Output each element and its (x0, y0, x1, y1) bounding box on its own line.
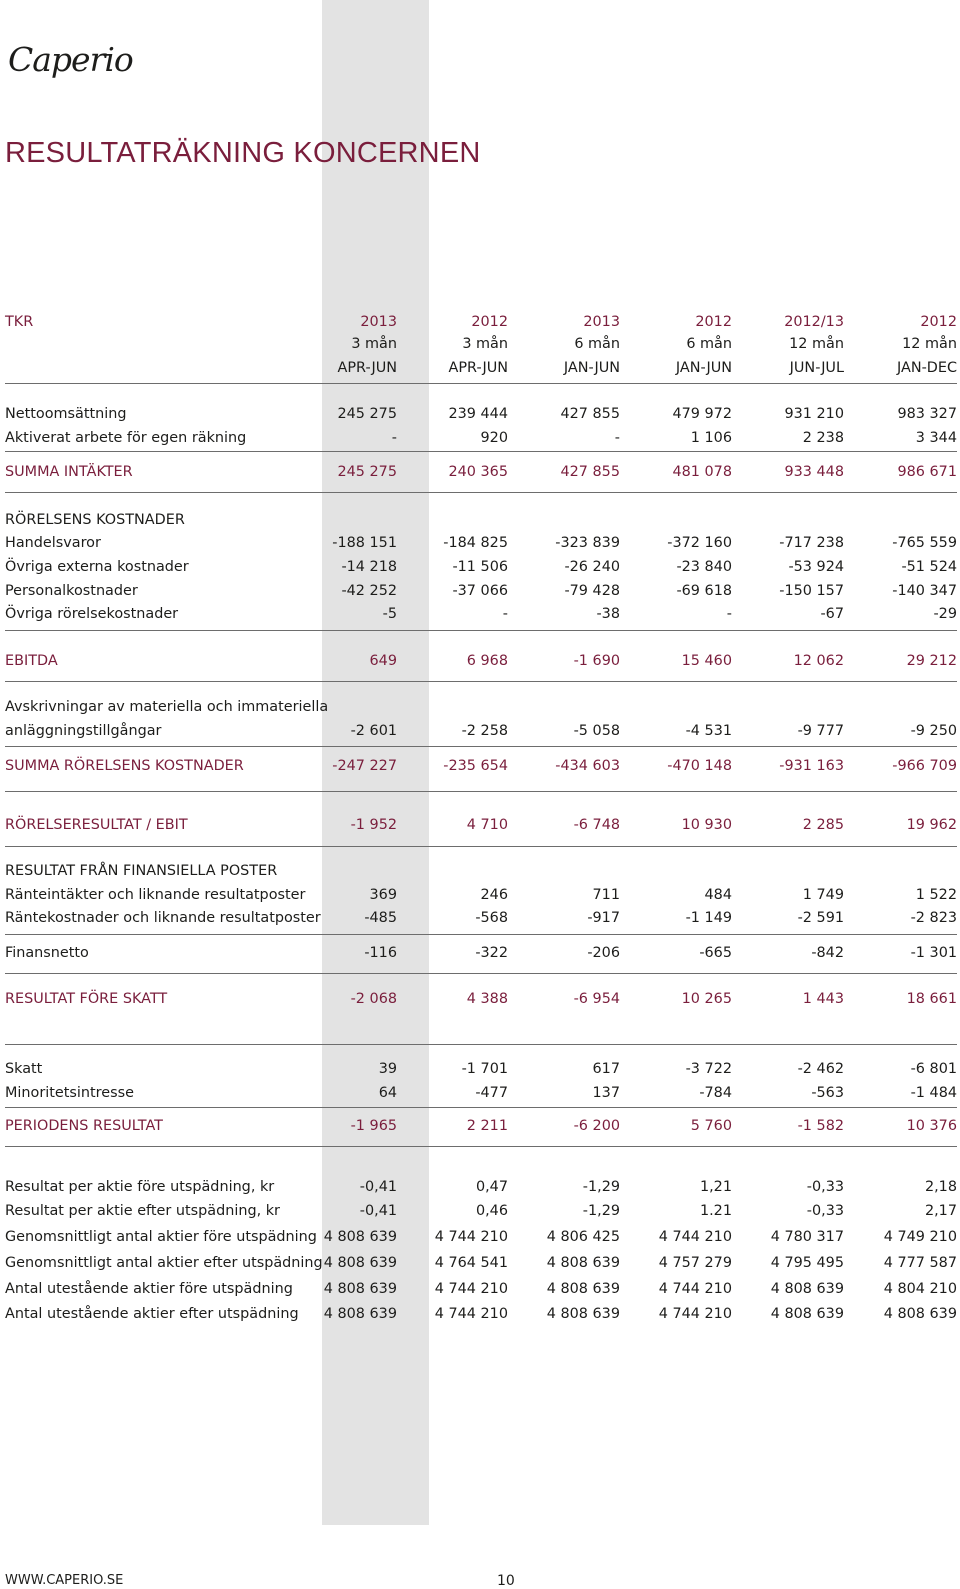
table-row (0, 696, 960, 718)
header-period: JAN-JUN (563, 360, 620, 376)
footer-website-link[interactable]: WWW.CAPERIO.SE (5, 1573, 124, 1588)
cell-value: -568 (475, 910, 508, 926)
divider (5, 1044, 957, 1045)
cell-value: -42 252 (341, 583, 397, 599)
divider (5, 630, 957, 631)
cell-value: -1,29 (582, 1179, 620, 1195)
cell-value: -6 801 (910, 1061, 957, 1077)
table-row (0, 1252, 960, 1274)
cell-value: -2 258 (461, 723, 508, 739)
cell-value: 4 808 639 (546, 1306, 620, 1322)
header-period: JAN-JUN (675, 360, 732, 376)
cell-value: -5 058 (573, 723, 620, 739)
cell-value: 484 (704, 887, 732, 903)
summary-row (0, 650, 960, 672)
cell-value: 4 744 210 (434, 1229, 508, 1245)
cell-value: -0,41 (359, 1203, 397, 1219)
cell-value: -14 218 (341, 559, 397, 575)
cell-value: -322 (475, 945, 508, 961)
row-label: Ränteintäkter och liknande resultatposter (5, 887, 306, 903)
row-label: Personalkostnader (5, 583, 138, 599)
cell-value: 4 757 279 (658, 1255, 732, 1271)
cell-value: 4 744 210 (658, 1281, 732, 1297)
cell-value: - (726, 606, 732, 622)
cell-value: - (502, 606, 508, 622)
cell-value: -3 722 (685, 1061, 732, 1077)
cell-value: 245 275 (337, 406, 397, 422)
summary-row (0, 814, 960, 836)
cell-value: - (614, 430, 620, 446)
cell-value: 4 777 587 (883, 1255, 957, 1271)
header-year: 2012/13 (784, 314, 844, 330)
header-year: 2012 (471, 314, 508, 330)
table-row (0, 580, 960, 602)
cell-value: -235 654 (443, 758, 508, 774)
cell-value: -1 701 (461, 1061, 508, 1077)
cell-value: -2 601 (350, 723, 397, 739)
row-label: Finansnetto (5, 945, 89, 961)
cell-value: -26 240 (564, 559, 620, 575)
divider (5, 492, 957, 493)
cell-value: 18 661 (906, 991, 957, 1007)
row-label: Avskrivningar av materiella och immateriella (5, 699, 329, 715)
cell-value: 0,46 (475, 1203, 508, 1219)
cell-value: -0,33 (806, 1203, 844, 1219)
cell-value: 4 808 639 (770, 1306, 844, 1322)
cell-value: 4 804 210 (883, 1281, 957, 1297)
header-period: APR-JUN (448, 360, 508, 376)
cell-value: 4 710 (466, 817, 508, 833)
cell-value: - (391, 430, 397, 446)
cell-value: 920 (480, 430, 508, 446)
company-logo: Caperio (8, 40, 133, 79)
cell-value: -140 347 (892, 583, 957, 599)
cell-value: -784 (699, 1085, 732, 1101)
cell-value: -665 (699, 945, 732, 961)
cell-value: 4 744 210 (434, 1306, 508, 1322)
cell-value: 4 808 639 (323, 1306, 397, 1322)
cell-value: 12 062 (793, 653, 844, 669)
cell-value: 19 962 (906, 817, 957, 833)
cell-value: -563 (811, 1085, 844, 1101)
section-heading-row (0, 509, 960, 531)
cell-value: -1 582 (797, 1118, 844, 1134)
table-row (0, 1226, 960, 1248)
table-row (0, 603, 960, 625)
header-period: JUN-JUL (789, 360, 844, 376)
cell-value: -11 506 (452, 559, 508, 575)
cell-value: -842 (811, 945, 844, 961)
cell-value: 4 764 541 (434, 1255, 508, 1271)
cell-value: -247 227 (332, 758, 397, 774)
cell-value: 2 285 (802, 817, 844, 833)
cell-value: 2,18 (924, 1179, 957, 1195)
table-row (0, 1082, 960, 1104)
row-label: Handelsvaror (5, 535, 101, 551)
cell-value: 4 749 210 (883, 1229, 957, 1245)
summary-row (0, 988, 960, 1010)
header-year: 2013 (360, 314, 397, 330)
header-duration: 6 mån (686, 336, 732, 352)
cell-value: -1 484 (910, 1085, 957, 1101)
divider (5, 681, 957, 682)
cell-value: 39 (378, 1061, 397, 1077)
header-duration: 12 mån (789, 336, 844, 352)
header-duration: 3 mån (351, 336, 397, 352)
row-label: Nettoomsättning (5, 406, 127, 422)
divider (5, 973, 957, 974)
cell-value: -372 160 (667, 535, 732, 551)
table-row (0, 1200, 960, 1222)
table-row (0, 1176, 960, 1198)
page-title: RESULTATRÄKNING KONCERNEN (5, 137, 481, 169)
divider (5, 1146, 957, 1147)
table-row (0, 720, 960, 742)
cell-value: -51 524 (901, 559, 957, 575)
cell-value: -5 (382, 606, 397, 622)
cell-value: 481 078 (672, 464, 732, 480)
cell-value: -184 825 (443, 535, 508, 551)
cell-value: -79 428 (564, 583, 620, 599)
header-year-row (0, 311, 960, 333)
row-label: anläggningstillgångar (5, 723, 162, 739)
cell-value: 240 365 (448, 464, 508, 480)
cell-value: -765 559 (892, 535, 957, 551)
cell-value: -150 157 (779, 583, 844, 599)
cell-value: 15 460 (681, 653, 732, 669)
cell-value: -38 (596, 606, 620, 622)
cell-value: -67 (820, 606, 844, 622)
cell-value: 369 (369, 887, 397, 903)
header-year: 2013 (583, 314, 620, 330)
row-label: EBITDA (5, 653, 58, 669)
cell-value: 2 238 (802, 430, 844, 446)
cell-value: -29 (933, 606, 957, 622)
row-label: Minoritetsintresse (5, 1085, 134, 1101)
cell-value: -69 618 (676, 583, 732, 599)
cell-value: -917 (587, 910, 620, 926)
row-label: Antal utestående aktier före utspädning (5, 1281, 293, 1297)
cell-value: -4 531 (685, 723, 732, 739)
header-period: APR-JUN (337, 360, 397, 376)
cell-value: 5 760 (690, 1118, 732, 1134)
cell-value: 4 806 425 (546, 1229, 620, 1245)
cell-value: 983 327 (897, 406, 957, 422)
divider (5, 1107, 957, 1108)
cell-value: 10 376 (906, 1118, 957, 1134)
section-heading: RÖRELSENS KOSTNADER (5, 512, 185, 528)
table-row (0, 1303, 960, 1325)
header-period: JAN-DEC (896, 360, 957, 376)
row-label: Skatt (5, 1061, 43, 1077)
row-label: Genomsnittligt antal aktier efter utspädning (5, 1255, 323, 1271)
cell-value: 4 795 495 (770, 1255, 844, 1271)
table-row (0, 403, 960, 425)
cell-value: 4 808 639 (323, 1255, 397, 1271)
row-label: Aktiverat arbete för egen räkning (5, 430, 247, 446)
cell-value: 4 744 210 (658, 1229, 732, 1245)
row-label: Räntekostnader och liknande resultatposter (5, 910, 321, 926)
cell-value: -9 777 (797, 723, 844, 739)
divider (5, 791, 957, 792)
table-row (0, 884, 960, 906)
cell-value: 617 (592, 1061, 620, 1077)
row-label: RESULTAT FÖRE SKATT (5, 991, 168, 1007)
cell-value: 6 968 (466, 653, 508, 669)
header-year: 2012 (695, 314, 732, 330)
cell-value: 245 275 (337, 464, 397, 480)
cell-value: -2 068 (350, 991, 397, 1007)
table-row (0, 556, 960, 578)
cell-value: 1 749 (802, 887, 844, 903)
table-row (0, 1278, 960, 1300)
cell-value: 4 808 639 (546, 1255, 620, 1271)
cell-value: -2 591 (797, 910, 844, 926)
cell-value: 246 (480, 887, 508, 903)
cell-value: -0,33 (806, 1179, 844, 1195)
cell-value: 4 808 639 (883, 1306, 957, 1322)
cell-value: -323 839 (555, 535, 620, 551)
cell-value: -53 924 (788, 559, 844, 575)
cell-value: 10 930 (681, 817, 732, 833)
divider (5, 846, 957, 847)
cell-value: 4 808 639 (323, 1281, 397, 1297)
cell-value: 0,47 (475, 1179, 508, 1195)
cell-value: 4 744 210 (434, 1281, 508, 1297)
cell-value: -477 (475, 1085, 508, 1101)
cell-value: 931 210 (784, 406, 844, 422)
cell-value: 64 (378, 1085, 397, 1101)
cell-value: -1 952 (350, 817, 397, 833)
cell-value: 479 972 (672, 406, 732, 422)
header-duration-row (0, 333, 960, 355)
divider (5, 451, 957, 452)
cell-value: 1,21 (699, 1179, 732, 1195)
row-label: Resultat per aktie efter utspädning, kr (5, 1203, 280, 1219)
table-row (0, 942, 960, 964)
cell-value: -2 462 (797, 1061, 844, 1077)
row-label: RÖRELSERESULTAT / EBIT (5, 817, 188, 833)
section-heading: RESULTAT FRÅN FINANSIELLA POSTER (5, 863, 278, 879)
cell-value: -485 (364, 910, 397, 926)
divider (5, 746, 957, 747)
header-year: 2012 (920, 314, 957, 330)
row-label: Övriga externa kostnader (5, 559, 189, 575)
cell-value: 239 444 (448, 406, 508, 422)
cell-value: 3 344 (915, 430, 957, 446)
cell-value: -6 954 (573, 991, 620, 1007)
divider (5, 383, 957, 384)
cell-value: -37 066 (452, 583, 508, 599)
cell-value: -2 823 (910, 910, 957, 926)
cell-value: 1 106 (690, 430, 732, 446)
cell-value: -206 (587, 945, 620, 961)
cell-value: -23 840 (676, 559, 732, 575)
cell-value: 4 808 639 (323, 1229, 397, 1245)
row-label: SUMMA RÖRELSENS KOSTNADER (5, 758, 244, 774)
cell-value: 4 808 639 (770, 1281, 844, 1297)
cell-value: -1 690 (573, 653, 620, 669)
cell-value: -966 709 (892, 758, 957, 774)
page-number: 10 (497, 1573, 515, 1589)
row-label: Antal utestående aktier efter utspädning (5, 1306, 299, 1322)
cell-value: 933 448 (784, 464, 844, 480)
header-duration: 6 mån (574, 336, 620, 352)
table-row (0, 1058, 960, 1080)
cell-value: -931 163 (779, 758, 844, 774)
cell-value: -717 238 (779, 535, 844, 551)
section-heading-row (0, 860, 960, 882)
header-duration: 12 mån (902, 336, 957, 352)
cell-value: 2 211 (466, 1118, 508, 1134)
cell-value: -188 151 (332, 535, 397, 551)
row-label: Övriga rörelsekostnader (5, 606, 179, 622)
cell-value: 986 671 (897, 464, 957, 480)
cell-value: -6 200 (573, 1118, 620, 1134)
table-row (0, 907, 960, 929)
header-period-row (0, 357, 960, 379)
cell-value: -116 (364, 945, 397, 961)
cell-value: 427 855 (560, 464, 620, 480)
cell-value: 4 780 317 (770, 1229, 844, 1245)
row-label: Genomsnittligt antal aktier före utspädning (5, 1229, 317, 1245)
cell-value: -6 748 (573, 817, 620, 833)
cell-value: 427 855 (560, 406, 620, 422)
header-duration: 3 mån (462, 336, 508, 352)
cell-value: -1,29 (582, 1203, 620, 1219)
cell-value: -1 149 (685, 910, 732, 926)
summary-row (0, 461, 960, 483)
cell-value: 4 388 (466, 991, 508, 1007)
cell-value: 1 522 (915, 887, 957, 903)
cell-value: 10 265 (681, 991, 732, 1007)
cell-value: 4 744 210 (658, 1306, 732, 1322)
cell-value: -434 603 (555, 758, 620, 774)
table-row (0, 427, 960, 449)
cell-value: 137 (592, 1085, 620, 1101)
cell-value: 1.21 (699, 1203, 732, 1219)
cell-value: 649 (369, 653, 397, 669)
cell-value: -0,41 (359, 1179, 397, 1195)
cell-value: 711 (592, 887, 620, 903)
table-row (0, 532, 960, 554)
summary-row (0, 1115, 960, 1137)
divider (5, 934, 957, 935)
cell-value: 29 212 (906, 653, 957, 669)
cell-value: 2,17 (924, 1203, 957, 1219)
row-label: Resultat per aktie före utspädning, kr (5, 1179, 275, 1195)
cell-value: -1 301 (910, 945, 957, 961)
cell-value: 4 808 639 (546, 1281, 620, 1297)
cell-value: -1 965 (350, 1118, 397, 1134)
header-label: TKR (5, 314, 34, 330)
summary-row (0, 755, 960, 777)
row-label: PERIODENS RESULTAT (5, 1118, 163, 1134)
cell-value: -9 250 (910, 723, 957, 739)
cell-value: -470 148 (667, 758, 732, 774)
cell-value: 1 443 (802, 991, 844, 1007)
row-label: SUMMA INTÄKTER (5, 464, 133, 480)
